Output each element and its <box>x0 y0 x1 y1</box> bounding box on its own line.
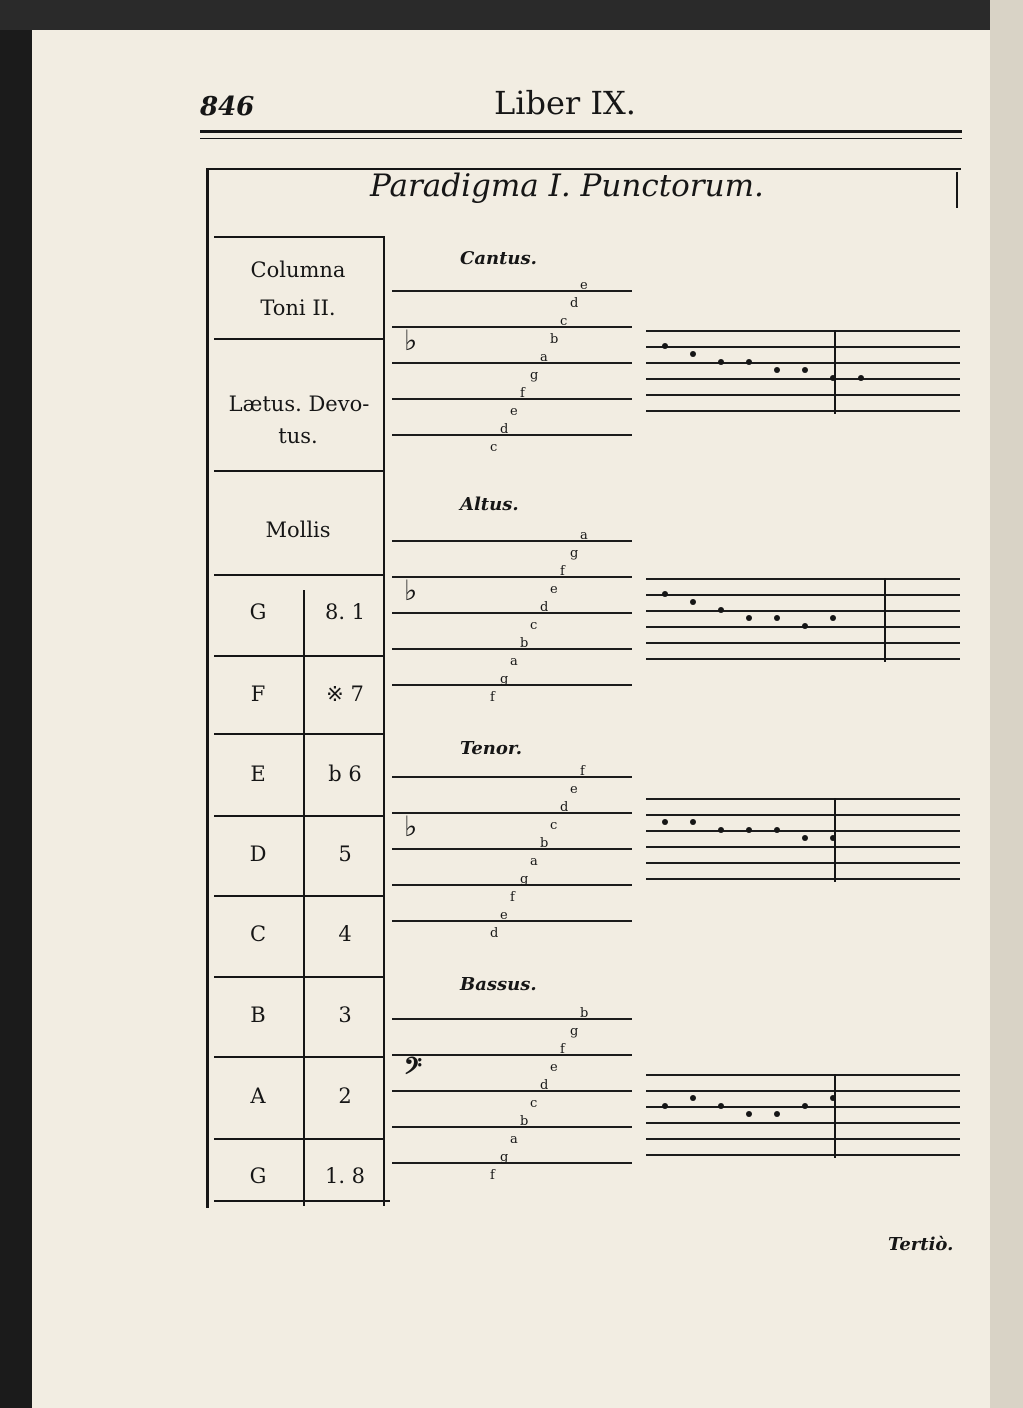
note-letter: b <box>520 1114 529 1129</box>
note-letter: f <box>520 386 525 401</box>
genus-label: Mollis <box>265 518 331 542</box>
note-letter: g <box>500 1150 509 1165</box>
note-letter: e <box>570 782 578 797</box>
row-line <box>214 236 384 238</box>
clef-sign: ♭ <box>404 574 418 607</box>
voice-name: Altus. <box>460 494 519 515</box>
column-heading: Toni II. <box>260 296 336 320</box>
punctum-dot <box>718 827 724 833</box>
row-line <box>214 1138 384 1140</box>
punctum-dot <box>662 343 668 349</box>
note-letter: a <box>530 854 538 869</box>
note-letter: c <box>530 1096 538 1111</box>
punctum-dot <box>746 615 752 621</box>
scale-letter: E <box>250 762 266 786</box>
punctum-dot <box>802 835 808 841</box>
scale-number: 1. 8 <box>324 1164 366 1188</box>
page-edge <box>990 0 1023 1408</box>
note-letter: c <box>560 314 568 329</box>
punctum-dot <box>746 359 752 365</box>
note-letter: g <box>570 546 579 561</box>
scale-letter: G <box>249 1164 267 1188</box>
note-letter: e <box>580 278 588 293</box>
row-line <box>214 895 384 897</box>
scale-letter: G <box>249 600 267 624</box>
punctum-dot <box>746 1111 752 1117</box>
header-rule <box>200 130 962 133</box>
note-letter: g <box>530 368 539 383</box>
punctum-dot <box>830 1095 836 1101</box>
note-letter: d <box>570 296 579 311</box>
note-letter: g <box>520 872 529 887</box>
row-line <box>214 470 384 472</box>
note-letter: d <box>500 422 509 437</box>
bar-line <box>884 578 886 662</box>
row-line <box>214 976 384 978</box>
note-letter: d <box>540 600 549 615</box>
table-right-tick <box>956 172 958 208</box>
table-bottom <box>214 1200 390 1202</box>
punctum-dot <box>830 615 836 621</box>
book-page <box>32 30 990 1408</box>
dot-stave <box>646 1074 960 1162</box>
note-letter: a <box>510 654 518 669</box>
note-letter: b <box>550 332 559 347</box>
punctum-dot <box>718 359 724 365</box>
punctum-dot <box>690 1095 696 1101</box>
scale-letter: C <box>249 922 267 946</box>
punctum-dot <box>662 1103 668 1109</box>
punctum-dot <box>802 623 808 629</box>
punctum-dot <box>802 367 808 373</box>
catchword: Tertiò. <box>888 1234 954 1255</box>
note-letter: f <box>580 764 585 779</box>
note-letter: a <box>540 350 548 365</box>
affect-label: tus. <box>278 424 318 448</box>
note-letter: f <box>560 1042 565 1057</box>
punctum-dot <box>662 591 668 597</box>
punctum-dot <box>718 607 724 613</box>
punctum-dot <box>858 375 864 381</box>
note-letter: a <box>510 1132 518 1147</box>
dot-stave <box>646 798 960 886</box>
note-letter: f <box>490 690 495 705</box>
note-letter: e <box>510 404 518 419</box>
bar-line <box>834 1074 836 1158</box>
punctum-dot <box>662 819 668 825</box>
column-divider <box>383 236 385 1206</box>
note-letter: f <box>510 890 515 905</box>
affect-label: Lætus. Devo- <box>228 392 370 416</box>
scale-number: 2 <box>338 1084 352 1108</box>
running-title: Liber IX. <box>494 84 636 122</box>
header-rule-thin <box>200 138 962 139</box>
note-letter: c <box>530 618 538 633</box>
voice-name: Bassus. <box>460 974 537 995</box>
row-line <box>214 655 384 657</box>
page-number: 846 <box>200 92 255 122</box>
note-letter: b <box>580 1006 589 1021</box>
dot-stave <box>646 578 960 666</box>
note-letter: d <box>540 1078 549 1093</box>
column-heading: Columna <box>250 258 346 282</box>
scale-letter: D <box>249 842 267 866</box>
scale-letter: B <box>250 1003 266 1027</box>
note-letter: d <box>490 926 499 941</box>
row-line <box>214 574 384 576</box>
row-line <box>214 733 384 735</box>
inner-divider <box>303 590 305 1206</box>
punctum-dot <box>690 599 696 605</box>
note-letter: c <box>550 818 558 833</box>
punctum-dot <box>774 367 780 373</box>
note-letter: f <box>490 1168 495 1183</box>
note-letter: b <box>520 636 529 651</box>
note-letter: g <box>500 672 509 687</box>
note-letter: e <box>500 908 508 923</box>
note-letter: b <box>540 836 549 851</box>
row-line <box>214 815 384 817</box>
voice-name: Tenor. <box>460 738 522 759</box>
scale-number: 8. 1 <box>324 600 366 624</box>
clef-sign: ♭ <box>404 810 418 843</box>
note-letter: e <box>550 582 558 597</box>
scale-number: 5 <box>338 842 352 866</box>
punctum-dot <box>774 827 780 833</box>
note-letter: f <box>560 564 565 579</box>
note-letter: c <box>490 440 498 455</box>
clef-sign: ♭ <box>404 324 418 357</box>
scale-letter: F <box>250 682 266 706</box>
scale-number: 4 <box>338 922 352 946</box>
punctum-dot <box>774 1111 780 1117</box>
punctum-dot <box>690 819 696 825</box>
note-letter: a <box>580 528 588 543</box>
top-edge <box>0 0 1023 30</box>
scale-number: 3 <box>338 1003 352 1027</box>
punctum-dot <box>718 1103 724 1109</box>
paradigm-title: Paradigma I. Punctorum. <box>370 168 764 204</box>
scale-number: b 6 <box>328 762 362 786</box>
scale-number: ※ 7 <box>326 682 364 706</box>
clef-sign: 𝄢 <box>404 1052 423 1085</box>
note-letter: d <box>560 800 569 815</box>
dot-stave <box>646 330 960 418</box>
bar-line <box>834 330 836 414</box>
scale-letter: A <box>250 1084 266 1108</box>
punctum-dot <box>830 835 836 841</box>
punctum-dot <box>774 615 780 621</box>
punctum-dot <box>802 1103 808 1109</box>
note-letter: g <box>570 1024 579 1039</box>
voice-name: Cantus. <box>460 248 537 269</box>
punctum-dot <box>830 375 836 381</box>
table-left <box>206 168 209 1208</box>
punctum-dot <box>746 827 752 833</box>
punctum-dot <box>690 351 696 357</box>
note-letter: e <box>550 1060 558 1075</box>
row-line <box>214 1056 384 1058</box>
row-line <box>214 338 384 340</box>
